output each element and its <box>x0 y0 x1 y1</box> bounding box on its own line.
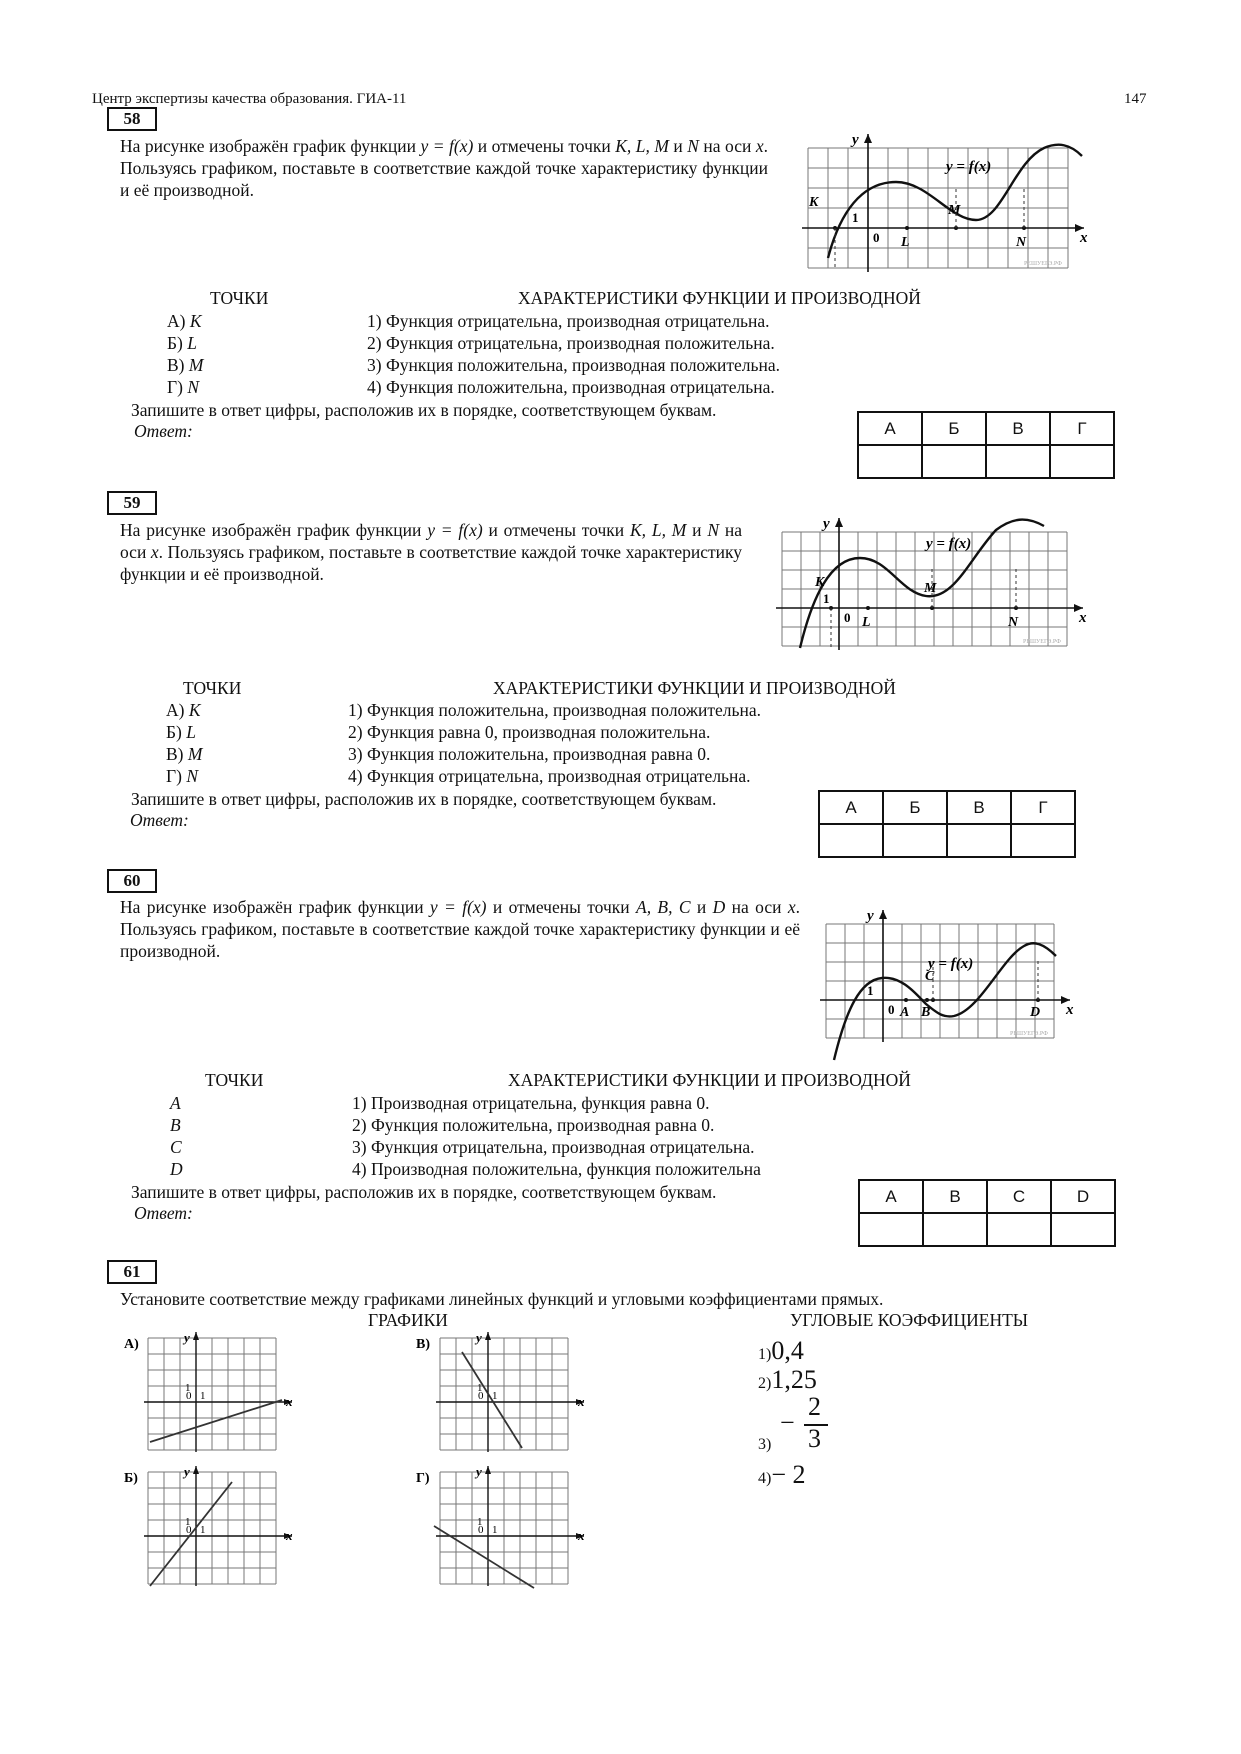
answer-col-header: Б <box>922 412 986 445</box>
y-axis-arrow <box>193 1332 199 1340</box>
characteristic-option: 2) Функция положительна, производная равна 0. <box>352 1115 715 1135</box>
x-axis-label: x <box>578 1528 585 1543</box>
point-label: A <box>170 1093 181 1113</box>
function-label: y = f(x) <box>926 536 972 552</box>
answer-cell[interactable] <box>883 824 947 857</box>
function-graph <box>774 518 1104 668</box>
answer-label: Ответ: <box>134 421 193 441</box>
linear-graph-b <box>124 1464 312 1591</box>
coefficients-header: УГЛОВЫЕ КОЭФФИЦИЕНТЫ <box>790 1310 1029 1330</box>
answer-label: Ответ: <box>134 1203 193 1223</box>
answer-cell[interactable] <box>819 824 883 857</box>
linear-graph-a <box>124 1330 312 1457</box>
answer-col-header: В <box>947 791 1011 824</box>
function-graph <box>820 900 1110 1070</box>
y-axis-label: y <box>476 1464 482 1479</box>
characteristic-option: 4) Функция положительна, производная отрицательна. <box>367 377 775 397</box>
x-unit-label: 1 <box>492 1390 498 1402</box>
answer-cell[interactable] <box>987 1213 1051 1246</box>
axis-point <box>905 226 909 230</box>
task-number: 59 <box>107 491 157 515</box>
point-label: Б) L <box>167 333 197 353</box>
coefficient-option <box>758 1392 848 1456</box>
x-axis-label: x <box>578 1394 585 1409</box>
coefficient-option: 4)− 2 <box>758 1460 806 1489</box>
x-axis-label: x <box>286 1394 293 1409</box>
characteristic-option: 3) Функция отрицательна, производная отрицательна. <box>352 1137 755 1157</box>
answer-col-header: A <box>859 1180 923 1213</box>
graph-letter: Г) <box>416 1471 430 1486</box>
origin-label: 0 <box>478 1524 484 1536</box>
linear-graph-g <box>416 1464 604 1591</box>
point-label: В) M <box>167 355 204 375</box>
unit-label: 1 <box>867 983 874 998</box>
point-label: L <box>862 615 871 630</box>
answer-col-header: А <box>858 412 922 445</box>
origin-label: 0 <box>186 1390 192 1402</box>
unit-label: 1 <box>823 591 830 606</box>
watermark: РЕШУЕГЭ.РФ <box>1024 261 1062 267</box>
point-label: M <box>924 581 937 596</box>
answer-table <box>818 790 1076 858</box>
y-unit-label: 1 <box>477 1516 483 1528</box>
answer-cell[interactable] <box>1051 1213 1115 1246</box>
task-text: На рисунке изображён график функции y = f(x) и отмечены точки A, B, C и D на оси x. Пользуясь графиком, поставьте в соответствие каждой точке характеристику функции и её производной. <box>120 897 800 961</box>
minus-sign: − <box>780 1408 795 1437</box>
unit-label: 1 <box>852 210 859 225</box>
point-label: D <box>170 1159 183 1179</box>
point-label: K <box>815 575 825 590</box>
y-axis-label: y <box>184 1464 190 1479</box>
characteristic-option: 2) Функция равна 0, производная положительна. <box>348 722 711 742</box>
x-unit-label: 1 <box>200 1390 206 1402</box>
x-unit-label: 1 <box>492 1524 498 1536</box>
point-label: A <box>900 1005 910 1020</box>
characteristics-header: ХАРАКТЕРИСТИКИ ФУНКЦИИ И ПРОИЗВОДНОЙ <box>518 288 921 308</box>
graph-letter: В) <box>416 1337 430 1352</box>
points-header: ТОЧКИ <box>183 678 242 698</box>
answer-col-header: C <box>987 1180 1051 1213</box>
answer-cell[interactable] <box>947 824 1011 857</box>
x-axis-label: x <box>1066 1002 1074 1018</box>
y-axis-arrow <box>485 1466 491 1474</box>
answer-col-header: Г <box>1011 791 1075 824</box>
answer-cell[interactable] <box>1050 445 1114 478</box>
y-axis-arrow <box>485 1332 491 1340</box>
answer-cell[interactable] <box>1011 824 1075 857</box>
x-axis-label: x <box>1080 230 1088 246</box>
point-label: N <box>1016 235 1027 250</box>
task-number: 61 <box>107 1260 157 1284</box>
characteristic-option: 3) Функция положительна, производная равна 0. <box>348 744 711 764</box>
page-header-title: Центр экспертизы качества образования. ГИА-11 <box>92 91 407 107</box>
answer-col-header: В <box>986 412 1050 445</box>
graph-letter: Б) <box>124 1471 138 1486</box>
y-axis-label: y <box>476 1330 482 1345</box>
characteristics-header: ХАРАКТЕРИСТИКИ ФУНКЦИИ И ПРОИЗВОДНОЙ <box>493 678 896 698</box>
answer-instruction: Запишите в ответ цифры, расположив их в порядке, соответствующем буквам. <box>131 400 717 420</box>
coefficient-option: 1)0,4 <box>758 1336 804 1365</box>
point-label: Г) N <box>167 377 200 397</box>
y-unit-label: 1 <box>185 1516 191 1528</box>
origin-label: 0 <box>478 1390 484 1402</box>
graph-letter: А) <box>124 1337 139 1352</box>
answer-cell[interactable] <box>858 445 922 478</box>
point-label: N <box>1008 615 1019 630</box>
linear-graph-v <box>416 1330 604 1457</box>
point-label: А) K <box>166 700 201 720</box>
point-label: А) K <box>167 311 202 331</box>
task-text: На рисунке изображён график функции y = f(x) и отмечены точки K, L, M и N на оси x. Пользуясь графиком, поставьте в соответствие каждой точке характеристику функции и её производной. <box>120 520 742 584</box>
answer-cell[interactable] <box>986 445 1050 478</box>
point-label: K <box>809 195 819 210</box>
coefficient-option: 2)1,25 <box>758 1365 817 1394</box>
characteristic-option: 2) Функция отрицательна, производная положительна. <box>367 333 775 353</box>
page-number: 147 <box>1124 91 1147 107</box>
characteristic-option: 4) Производная положительна, функция положительна <box>352 1159 761 1179</box>
axis-point <box>904 998 908 1002</box>
characteristic-option: 4) Функция отрицательна, производная отрицательна. <box>348 766 751 786</box>
origin-label: 0 <box>888 1002 895 1017</box>
option-number: 3) <box>758 1436 772 1453</box>
y-unit-label: 1 <box>477 1382 483 1394</box>
origin-label: 0 <box>186 1524 192 1536</box>
characteristic-option: 1) Производная отрицательна, функция равна 0. <box>352 1093 710 1113</box>
point-label: D <box>1030 1005 1041 1020</box>
point-label: B <box>921 1005 931 1020</box>
x-axis-label: x <box>1079 610 1087 626</box>
y-unit-label: 1 <box>185 1382 191 1394</box>
answer-col-header: Г <box>1050 412 1114 445</box>
origin-label: 0 <box>873 230 880 245</box>
point-label: M <box>948 203 961 218</box>
linear-function-line <box>150 1400 282 1442</box>
task-number: 58 <box>107 107 157 131</box>
characteristic-option: 1) Функция отрицательна, производная отрицательна. <box>367 311 770 331</box>
point-label: Б) L <box>166 722 196 742</box>
x-unit-label: 1 <box>200 1524 206 1536</box>
function-graph <box>800 132 1100 282</box>
graphs-header: ГРАФИКИ <box>368 1310 448 1330</box>
axis-point <box>925 998 929 1002</box>
points-header: ТОЧКИ <box>210 288 269 308</box>
y-axis-arrow <box>835 518 843 527</box>
answer-table <box>858 1179 1116 1247</box>
characteristic-option: 1) Функция положительна, производная положительна. <box>348 700 761 720</box>
answer-col-header: D <box>1051 1180 1115 1213</box>
point-label: C <box>170 1137 182 1157</box>
task-text: Установите соответствие между графиками линейных функций и угловыми коэффициентами прямых. <box>120 1289 884 1309</box>
answer-col-header: Б <box>883 791 947 824</box>
watermark: РЕШУЕГЭ.РФ <box>1023 639 1061 645</box>
answer-label: Ответ: <box>130 810 189 830</box>
point-label: B <box>170 1115 181 1135</box>
point-label: C <box>925 969 935 984</box>
linear-function-line <box>150 1482 232 1586</box>
y-axis-label: y <box>867 908 874 924</box>
points-header: ТОЧКИ <box>205 1070 264 1090</box>
task-text: На рисунке изображён график функции y = f(x) и отмечены точки K, L, M и N на оси x. Пользуясь графиком, поставьте в соответствие каждой точке характеристику функции и её производной. <box>120 136 768 200</box>
fraction-denominator: 3 <box>808 1424 821 1453</box>
function-label: y = f(x) <box>946 159 992 175</box>
y-axis-label: y <box>823 516 830 532</box>
function-label: y = f(x) <box>928 956 974 972</box>
answer-cell[interactable] <box>923 1213 987 1246</box>
answer-cell[interactable] <box>859 1213 923 1246</box>
characteristics-header: ХАРАКТЕРИСТИКИ ФУНКЦИИ И ПРОИЗВОДНОЙ <box>508 1070 911 1090</box>
answer-col-header: B <box>923 1180 987 1213</box>
fraction-numerator: 2 <box>808 1392 821 1421</box>
task-number: 60 <box>107 869 157 893</box>
answer-instruction: Запишите в ответ цифры, расположив их в порядке, соответствующем буквам. <box>131 1182 717 1202</box>
y-axis-arrow <box>864 134 872 143</box>
y-axis-arrow <box>879 910 887 919</box>
x-axis-label: x <box>286 1528 293 1543</box>
answer-col-header: А <box>819 791 883 824</box>
y-axis-label: y <box>852 132 859 148</box>
point-label: Г) N <box>166 766 199 786</box>
answer-cell[interactable] <box>922 445 986 478</box>
answer-table <box>857 411 1115 479</box>
characteristic-option: 3) Функция положительна, производная положительна. <box>367 355 780 375</box>
y-axis-arrow <box>193 1466 199 1474</box>
axis-point <box>866 606 870 610</box>
origin-label: 0 <box>844 610 851 625</box>
point-label: В) M <box>166 744 203 764</box>
y-axis-label: y <box>184 1330 190 1345</box>
answer-instruction: Запишите в ответ цифры, расположив их в порядке, соответствующем буквам. <box>131 789 717 809</box>
watermark: РЕШУЕГЭ.РФ <box>1010 1031 1048 1037</box>
point-label: L <box>901 235 910 250</box>
